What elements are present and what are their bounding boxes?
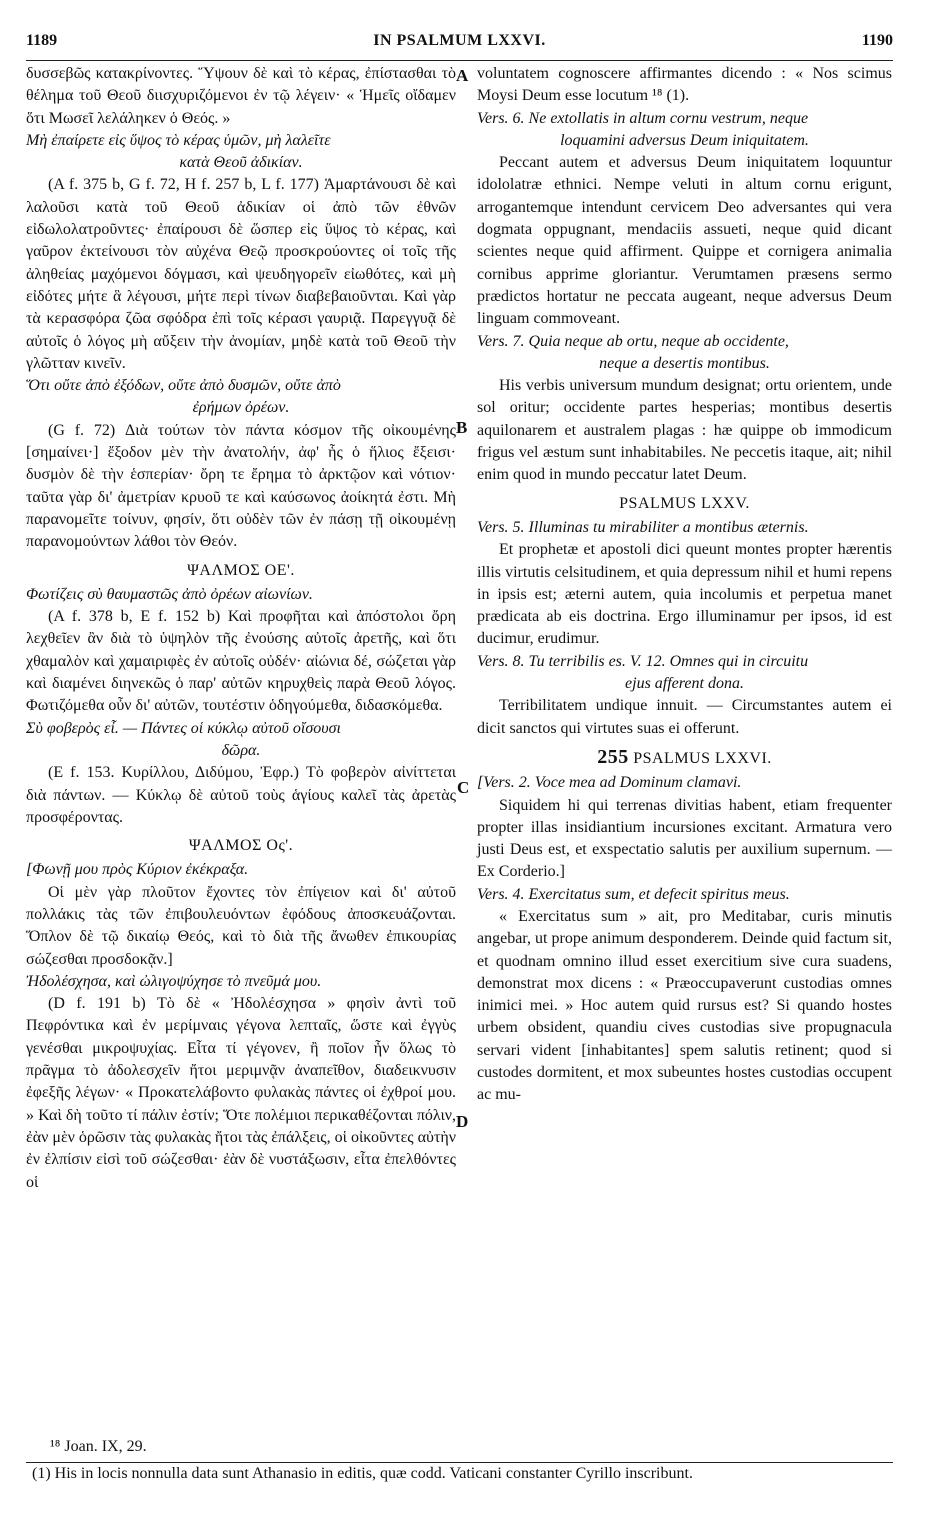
paragraph: (D f. 191 b) Τὸ δὲ « Ἠδολέσχησα » φησὶν ἀντὶ τοῦ Πεφρόντικα καὶ ἐν μερίμναις γέγονα λεπταῖς, ὥστε καὶ ἐγγὺς γενέσθαι μικροψυχίας. Εἶτα τί γέγονεν, ἢ ποῖον ἦν ὅλως τὸ πρᾶγμα τὸ ἀδολεσχεῖν ἤτοι μεριμνᾷν ἀναπεῖθον, διαδεικνυσιν ἐφεξῆς λέγων· « Προκατελάβοντο φυλακὰς πάντες οἱ ἐχθροί μου. » Καὶ δὴ τοῦτο τί πάλιν ἐστίν; Ὅτε πολέμιοι περικαθέζονται πόλιν, ἐὰν μὲν ὁρῶσιν τὰς φυλακὰς ἤτοι τὰς ἐπάλξεις, οἱ οἰκοῦντες αὐτὴν ἐν ἐλπίσιν εἰσὶ τοῦ σώζεσθαι· ἐὰν δὲ νυστάξωσιν, εἶτα ἐπελθόντες οἱ (26, 995, 456, 1191)
page-number-left: 1189 (26, 32, 58, 49)
paragraph: (G f. 72) Διὰ τούτων τὸν πάντα κόσμον τῆς οἰκουμένης [σημαίνει·] ἔξοδον μὲν τὴν ἀνατολήν, ἀφ' ἧς ὁ ἥλιος ἔξεισι· δυσμὸν δὲ τὴν ἑσπερίαν· ὄρη τε ἔρημα τὸ ἀρκτῷον καὶ νότιον· ταῦτα γὰρ δι' ἀμετρίαν κρυοῦ τε καὶ καύσωνος ἀοίκητά ἐστι. Μὴ παρανομεῖτε τοίνυν, φησίν, ὅτι οὐδὲν τῶν ἐν πάσῃ τῇ οἰκουμένῃ παρανομούντων λάθοι τὸν Θεόν. (26, 421, 456, 551)
psalm-heading (477, 746, 892, 770)
lemma-line: Vers. 6. Ne extollatis in altum cornu vestrum, neque (477, 109, 809, 127)
latin-column (477, 63, 892, 1107)
paragraph: (A f. 375 b, G f. 72, H f. 257 b, L f. 177) Ἁμαρτάνουσι δὲ καὶ λαλοῦσι κατὰ τοῦ Θεοῦ ἀδικίαν οἱ ἀπὸ τῶν ἐθνῶν εἰδωλολατροῦντες· ἐπαίρουσι δὲ ὥσπερ εἰς ὕψος τὸ κέρας, καὶ γαῦρον ἐκτείνουσι τὸν αὐχένα Θεῷ προσκρούοντες οἱ τοῖς τῆς ἀληθείας μαχόμενοι δόγμασι, καὶ ψευδηγορεῖν εἰωθότες, καὶ μὴ εἰδότες μήτε ἃ λέγουσι, μήτε περὶ τίνων διαβεβαιοῦνται. Καὶ γὰρ τὰ κερασφόρα ζῶα σφόδρα ἐπὶ τοῖς κέρασι γαυριᾷ. Παρεγγυᾷ δὲ αὐτοῖς ὁ λόγος μὴ αὔξειν τὴν ἀνομίαν, μηδὲ κατὰ τοῦ Θεοῦ τὴν γλῶτταν κινεῖν. (26, 176, 456, 372)
footnote-reference: ¹⁸ Joan. IX, 29. (50, 1438, 147, 1455)
paragraph: Οἱ μὲν γὰρ πλοῦτον ἔχοντες τὸν ἐπίγειον καὶ δι' αὐτοῦ πολλάκις τὰς τῶν ἐπιβουλευόντων ἐφόδους ἀποσκευάζονται. Ὅπλον δὲ τῷ δικαίῳ Θεός, καὶ τὸ διὰ τῆς ἄνωθεν ἐπικουρίας σώζεσθαι προσδοκᾷν.] (26, 883, 456, 968)
lemma-line: ejus afferent dona. (625, 675, 744, 693)
paragraph: (E f. 153. Κυρίλλου, Διδύμου, Ἐφρ.) Τὸ φοβερὸν αἰνίττεται διὰ πάντων. — Κύκλῳ δὲ αὐτοῦ τοὺς ἁγίους καλεῖ τὰς ἀρετὰς προσφέροντας. (26, 764, 456, 826)
verse-lemma (26, 130, 456, 175)
margin-letter-b: B (456, 418, 468, 437)
margin-letter-a: A (456, 66, 469, 85)
margin-letter-d: D (456, 1112, 469, 1131)
lemma-line: Μὴ ἐπαίρετε εἰς ὕψος τὸ κέρας ὑμῶν, μὴ λαλεῖτε (26, 131, 331, 149)
verse-lemma (477, 772, 892, 794)
verse-lemma (477, 331, 892, 376)
verse-lemma (26, 584, 456, 606)
lemma-line: ἐρήμων ὀρέων. (192, 399, 290, 417)
lemma-line: δῶρα. (221, 741, 261, 759)
lemma-line: Vers. 7. Quia neque ab ortu, neque ab occidente, (477, 332, 789, 350)
lemma-line: Vers. 8. Tu terribilis es. V. 12. Omnes qui in circuitu (477, 652, 809, 670)
greek-column (26, 63, 456, 1194)
psalm-heading: ΨΑΛΜΟΣ Ος'. (188, 837, 294, 855)
psalm-heading-text: PSALMUS LXXVI. (633, 749, 772, 767)
lemma-line: [Φωνῇ μου πρὸς Κύριον ἐκέκραξα. (26, 861, 249, 879)
paragraph: Siquidem hi qui terrenas divitias habent, etiam frequenter propter illas insidiantium incursiones excitant. Armatura vero justi Deus est, et exspectatio salutis per auxilium supernum. — Ex Corderio.] (477, 796, 892, 881)
verse-lemma (26, 375, 456, 420)
verse-lemma (26, 971, 456, 993)
paragraph: voluntatem cognoscere affirmantes dicendo : « Nos scimus Moysi Deum esse locutum ¹⁸ (1). (477, 65, 892, 105)
footnote-text: (1) His in locis nonnulla data sunt Athanasio in editis, quæ codd. Vaticani constanter Cyrillo inscribunt. (32, 1465, 693, 1482)
verse-lemma (477, 517, 892, 539)
lemma-line: neque a desertis montibus. (599, 354, 770, 372)
paragraph: (A f. 378 b, E f. 152 b) Καὶ προφῆται καὶ ἀπόστολοι ὄρη λεχθεῖεν ἂν διὰ τὸ ὑψηλὸν τῆς ἐνούσης αὐτοῖς ἀρετῆς, καὶ ὅτι χθαμαλὸν καὶ χαμαιριφὲς ἐν αὐτοῖς οὐδέν· αἰώνια δέ, σώζεται γὰρ καὶ διαμένει διηνεκῶς ὁ παρ' αὐτῶν κηρυχθεὶς παρὰ Θεοῦ λόγος. Φωτιζόμεθα οὖν δι' αὐτῶν, τουτέστιν ὁδηγούμεθα, διδασκόμεθα. (26, 608, 456, 715)
paragraph: His verbis universum mundum designat; ortu orientem, unde sol oritur; occidente partes hesperias; montibus desertis aquilonarem et australem plagas : hæ quippe ob immodicum frigus vel æstum sunt inhabitabiles. Ne peccetis itaque, ait; nihil enim quod in mundo peccatur latet Deum. (477, 377, 892, 484)
lemma-line: Φωτίζεις σὺ θαυμαστῶς ἀπὸ ὀρέων αἰωνίων. (26, 585, 313, 603)
column-number: 255 (597, 745, 629, 768)
verse-lemma (26, 859, 456, 881)
paragraph: « Exercitatus sum » ait, pro Meditabar, curis minutis angebar, ut prope animum desponderem. Deinde quid factum sit, et quodnam omnino illud esset exercitium sive cura suadens, demonstrat mox dicens : « Præoccupaverunt custodias omnes inimici mei. » Hoc autem quid rursus est? Si quando hostes urbem obsident, quandiu cives custodias sive propugnacula servari vident [inhabitantes] spem salutis retinent; quod si custodes dormitent, et mox subeuntes hostes custodias occupent ac mu- (477, 907, 892, 1104)
lemma-line: Vers. 4. Exercitatus sum, et defecit spiritus meus. (477, 885, 790, 903)
lemma-line: Ὅτι οὔτε ἀπὸ ἐξόδων, οὔτε ἀπὸ δυσμῶν, οὔτε ἀπὸ (26, 377, 341, 395)
paragraph: Et prophetæ et apostoli dici queunt montes propter hærentis illis virtutis celsitudinem, et quia depressum nihil et humi repens in ipsis est; æterni autem, quia incolumis et perpetua manet prædicata ab eis doctrina. Ergo illuminamur per ipsos, id est ducimur, erudimur. (477, 541, 892, 648)
lemma-line: κατὰ Θεοῦ ἀδικίαν. (179, 154, 303, 172)
paragraph: Peccant autem et adversus Deum iniquitatem loquuntur idololatræ ethnici. Nempe veluti in altum cornu erigunt, arrogantemque intendunt cervicem Deo adversantes qui vera dogmata oppugnant, mendaciis assueti, neque quid dicant scientes neque quid affirment. Quippe et cornigera animalia cornibus apprime gloriantur. Verumtamen præsens sermo prædictos hortatur ne peccata augeant, neque adversus Deum linguam commoveant. (477, 154, 892, 328)
verse-lemma (477, 651, 892, 696)
lemma-line: [Vers. 2. Voce mea ad Dominum clamavi. (477, 774, 742, 792)
footnote-rule (26, 1462, 893, 1463)
running-title: IN PSALMUM LXXVI. (373, 32, 546, 49)
header-rule (26, 60, 893, 61)
paragraph: Terribilitatem undique innuit. — Circumstantes autem ei dicit sanctos qui virtutes suas ei offerunt. (477, 697, 892, 737)
verse-lemma (477, 884, 892, 906)
verse-lemma (26, 718, 456, 763)
lemma-line: Σὺ φοβερὸς εἶ. — Πάντες οἱ κύκλῳ αὐτοῦ οἴσουσι (26, 719, 341, 737)
lemma-line: Vers. 5. Illuminas tu mirabiliter a montibus æternis. (477, 518, 809, 536)
paragraph: δυσσεβῶς κατακρίνοντες. Ὕψουν δὲ καὶ τὸ κέρας, ἐπίστασθαι τὸ θέλημα τοῦ Θεοῦ διισχυριζόμενοι ἐν τῷ λέγειν· « Ἡμεῖς οἴδαμεν ὅτι Μωσεῖ λελάληκεν ὁ Θεός. » (26, 65, 456, 127)
running-header (26, 32, 893, 58)
page-number-right: 1190 (861, 32, 893, 49)
psalm-heading: PSALMUS LXXV. (619, 494, 750, 512)
lemma-line: Ἠδολέσχησα, καὶ ὠλιγοψύχησε τὸ πνεῦμά μου. (26, 972, 322, 990)
lemma-line: loquamini adversus Deum iniquitatem. (560, 131, 809, 149)
margin-letter-c: C (457, 778, 470, 797)
verse-lemma (477, 108, 892, 153)
psalm-heading: ΨΑΛΜΟΣ ΟΕ'. (187, 561, 295, 579)
